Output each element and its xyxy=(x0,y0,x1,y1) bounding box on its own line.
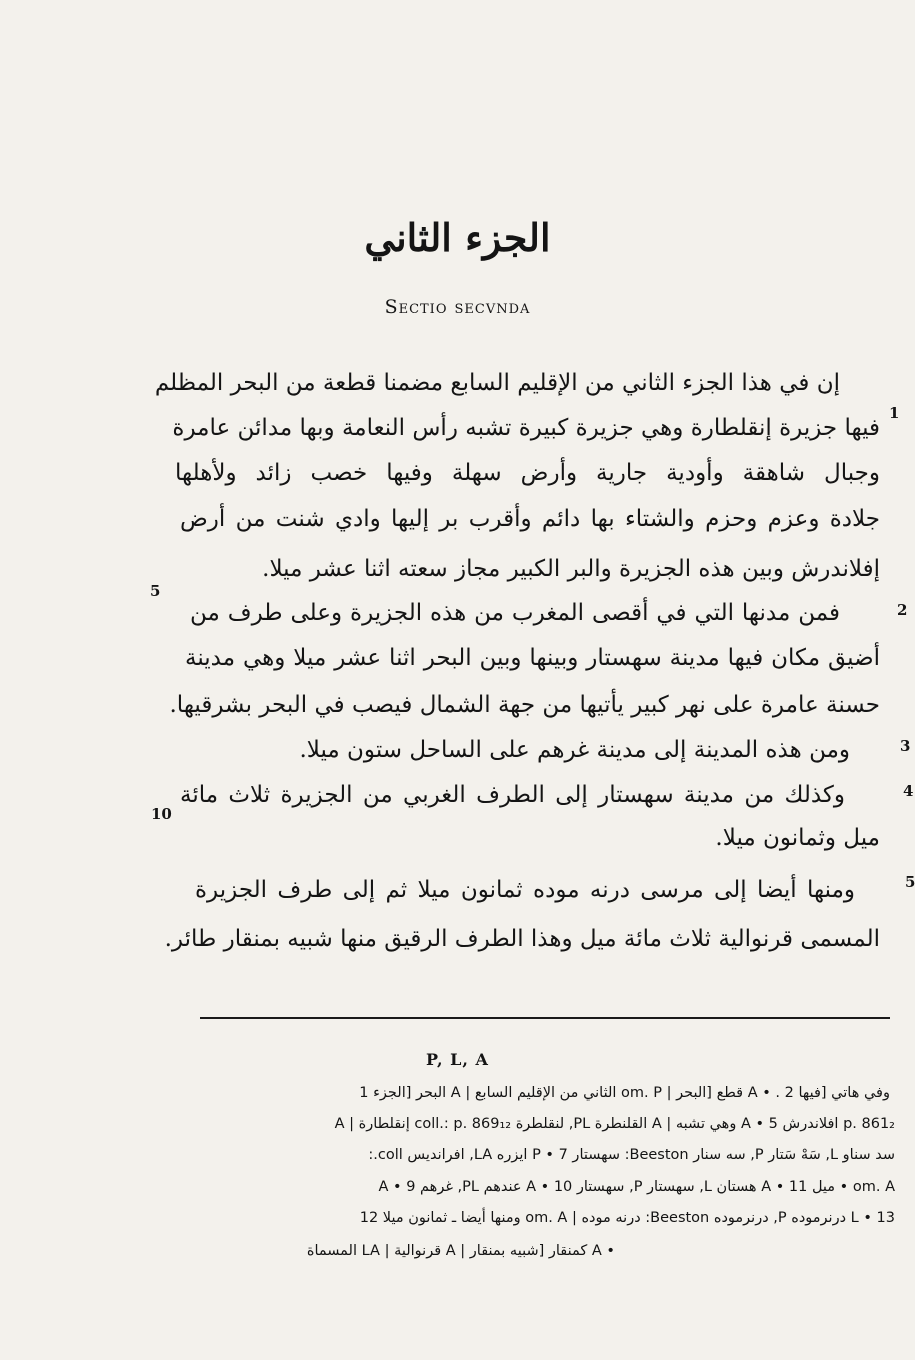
text-line: ومن هذه المدينة إلى مدينة غرهم على الساحل ستون ميلا. xyxy=(299,737,850,763)
text-line: حسنة عامرة على نهر كبير يأتيها من جهة الشمال فيصب في البحر بشرقيها. xyxy=(169,692,880,718)
paragraph-number: 4 xyxy=(903,782,914,800)
section-title-arabic: الجزء الثاني xyxy=(364,215,551,260)
text-line: ميل وثمانون ميلا. xyxy=(715,825,880,851)
apparatus-line: om. A • ميل 11 • A هستان L, سهستار P, سهستار 10 • A عندهم PL, غرهم 9 • A xyxy=(378,1179,895,1195)
text-line: أضيق مكان فيها مدينة سهستار وبينها وبين البحر اثنا عشر ميلا وهي مدينة xyxy=(185,645,880,671)
paragraph-number: 1 xyxy=(889,404,900,422)
text-line: جلادة وعزم وحزم والشتاء بها دائم وأقرب بر إليها وادي شنت من أرض xyxy=(180,506,880,532)
text-line: وكذلك من مدينة سهستار إلى الطرف الغربي من الجزيرة ثلاث مائة xyxy=(180,782,845,808)
apparatus-line: • A كمنقار [شبيه بمنقار | A قرنوالية | LA المسماة xyxy=(306,1243,615,1259)
paragraph-number: 5 xyxy=(905,873,915,891)
text-line: إفلاندرش وبين هذه الجزيرة والبر الكبير مجاز سعته اثنا عشر ميلا. xyxy=(262,556,880,582)
footnote-divider xyxy=(200,1017,890,1019)
section-title-latin: Sectio secvnda xyxy=(384,296,531,318)
line-number: 5 xyxy=(150,582,161,600)
line-number: 10 xyxy=(151,805,172,823)
manuscript-sigla: P, L, A xyxy=(426,1050,489,1069)
apparatus-line: سد سناو L, سَهْ سَتار P, سه سنار Beeston: سهستار 7 • P ايزره LA, افرانديس coll.: xyxy=(368,1147,895,1163)
text-line: ومنها أيضا إلى مرسى درنه موده ثمانون ميلا ثم إلى طرف الجزيرة xyxy=(195,877,855,903)
apparatus-line: 13 • L درنرموده P, درنرموده Beeston: درنه موده | om. A ومنها أيضا ـ ثمانون ميلا 12 xyxy=(359,1210,895,1226)
text-line: إن في هذا الجزء الثاني من الإقليم السابع مضمنا قطعة من البحر المظلم xyxy=(154,370,840,396)
text-line: وجبال شاهقة وأودية جارية وأرض سهلة وفيها خصب زائد ولأهلها xyxy=(175,460,880,486)
text-line: فمن مدنها التي في أقصى المغرب من هذه الجزيرة وعلى طرف من xyxy=(190,600,840,626)
text-line: المسمى قرنوالية ثلاث مائة ميل وهذا الطرف الرقيق منها شبيه بمنقار طائر. xyxy=(164,926,880,952)
paragraph-number: 3 xyxy=(900,737,911,755)
apparatus-line: وفي هاتي [فيها 2 . • A قطع [البحر | om. P الثاني من الإقليم السابع | A البحر [الجزء 1 xyxy=(359,1085,890,1101)
text-line: فيها جزيرة إنقلطارة وهي جزيرة كبيرة تشبه رأس النعامة وبها مدائن عامرة xyxy=(172,415,880,441)
paragraph-number: 2 xyxy=(897,601,908,619)
apparatus-line: p. 861₂ افلاندرش 5 • A وهي تشبه | A القلنطرة PL, لنقلطرة coll.: p. 869₁₂ إنقلطارة | A xyxy=(334,1116,895,1132)
